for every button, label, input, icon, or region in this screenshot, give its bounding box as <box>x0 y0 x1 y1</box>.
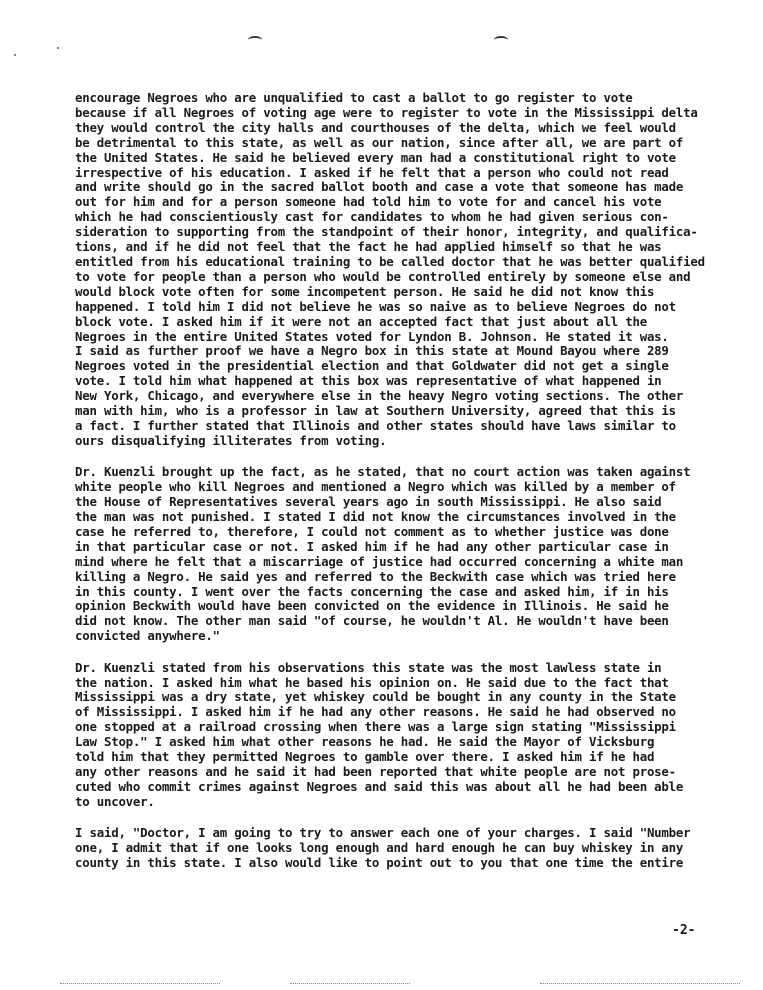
text-line: Mississippi was a dry state, yet whiskey could be bought in any county in the State <box>75 689 676 705</box>
text-line: the nation. I asked him what he based his opinion on. He said due to the fact that <box>75 674 669 690</box>
text-line: the man was not punished. I stated I did not know the circumstances involved in the <box>75 508 676 524</box>
text-line: in this county. I went over the facts concerning the case and asked him, if in his <box>75 583 669 599</box>
top-right-punch-mark <box>494 36 508 44</box>
text-line: killing a Negro. He said yes and referred to the Beckwith case which was tried here <box>75 568 676 584</box>
text-line: white people who kill Negroes and mentioned a Negro which was killed by a member of <box>75 479 676 495</box>
bottom-edge-mark <box>290 983 410 984</box>
scan-speck <box>57 47 59 49</box>
text-line: one stopped at a railroad crossing when there was a large sign stating "Mississippi <box>75 719 676 735</box>
scan-speck <box>14 54 16 56</box>
text-line: Negroes voted in the presidential election and that Goldwater did not get a single <box>75 358 669 374</box>
bottom-edge-mark <box>540 983 740 984</box>
text-line: Negroes in the entire United States voted for Lyndon B. Johnson. He stated it was. <box>75 328 669 344</box>
text-line: any other reasons and he said it had been reported that white people are not prose- <box>75 763 676 779</box>
text-line: cuted who commit crimes against Negroes and said this was about all he had been able <box>75 778 684 794</box>
text-line: of Mississippi. I asked him if he had any other reasons. He said he had observed no <box>75 704 676 720</box>
text-line: be detrimental to this state, as well as our nation, since after all, we are part of <box>75 134 684 150</box>
text-line: New York, Chicago, and everywhere else in the heavy Negro voting sections. The other <box>75 388 684 404</box>
text-line: irrespective of his education. I asked if he felt that a person who could not read <box>75 164 669 180</box>
text-line: sideration to supporting from the standpoint of their honor, integrity, and qualifica- <box>75 224 698 240</box>
text-line: they would control the city halls and courthouses of the delta, which we feel would <box>75 119 676 135</box>
text-line: a fact. I further stated that Illinois and other states should have laws similar to <box>75 417 676 433</box>
text-line: convicted anywhere." <box>75 628 220 644</box>
text-line: to uncover. <box>75 793 155 809</box>
text-line: out for him and for a person someone had told him to vote for and cancel his vote <box>75 194 662 210</box>
text-line: vote. I told him what happened at this box was representative of what happened in <box>75 373 662 389</box>
text-line: happened. I told him I did not believe he was so naive as to believe Negroes do not <box>75 298 676 314</box>
text-line: did not know. The other man said "of course, he wouldn't Al. He wouldn't have been <box>75 613 669 629</box>
text-line: Law Stop." I asked him what other reasons he had. He said the Mayor of Vicksburg <box>75 734 655 750</box>
text-line: one, I admit that if one looks long enough and hard enough he can buy whiskey in any <box>75 840 684 856</box>
text-line: county in this state. I also would like to point out to you that one time the entire <box>75 855 684 870</box>
text-line: case he referred to, therefore, I could not comment as to whether justice was done <box>75 523 669 539</box>
text-line: I said, "Doctor, I am going to try to answer each one of your charges. I said "Number <box>75 825 691 841</box>
text-line: I said as further proof we have a Negro box in this state at Mound Bayou where 289 <box>75 343 669 359</box>
text-line: to vote for people than a person who would be controlled entirely by someone else and <box>75 268 691 284</box>
text-line: would block vote often for some incompetent person. He said he did not know this <box>75 283 655 299</box>
bottom-edge-mark <box>60 983 220 984</box>
text-line: man with him, who is a professor in law at Southern University, agreed that this is <box>75 403 676 419</box>
text-line: Dr. Kuenzli stated from his observations this state was the most lawless state in <box>75 659 662 675</box>
text-line: and write should go in the sacred ballot booth and case a vote that someone has made <box>75 179 684 195</box>
text-line: mind where he felt that a miscarriage of justice had occurred concerning a white man <box>75 553 684 569</box>
paragraph <box>75 91 755 449</box>
text-line: block vote. I asked him if it were not an accepted fact that just about all the <box>75 313 647 329</box>
document-body <box>75 91 755 887</box>
top-left-punch-mark <box>248 36 262 44</box>
text-line: because if all Negroes of voting age were to register to vote in the Mississippi delta <box>75 104 698 120</box>
text-line: Dr. Kuenzli brought up the fact, as he stated, that no court action was taken against <box>75 464 691 480</box>
text-line: encourage Negroes who are unqualified to cast a ballot to go register to vote <box>75 90 633 105</box>
text-line: entitled from his educational training to be called doctor that he was better qualified <box>75 253 705 269</box>
text-line: in that particular case or not. I asked him if he had any other particular case in <box>75 538 669 554</box>
text-line: the House of Representatives several years ago in south Mississippi. He also said <box>75 494 662 510</box>
text-line: ours disqualifying illiterates from voting. <box>75 432 387 448</box>
paragraph <box>75 826 755 871</box>
text-line: the United States. He said he believed every man had a constitutional right to vote <box>75 149 676 165</box>
text-line: which he had conscientiously cast for candidates to whom he had given serious con- <box>75 209 669 225</box>
text-line: told him that they permitted Negroes to gamble over there. I asked him if he had <box>75 749 655 765</box>
text-line: opinion Beckwith would have been convicted on the evidence in Illinois. He said he <box>75 598 669 614</box>
paragraph <box>75 465 755 644</box>
paragraph <box>75 661 755 810</box>
page-number: -2- <box>672 923 696 938</box>
text-line: tions, and if he did not feel that the fact he had applied himself so that he was <box>75 239 662 255</box>
